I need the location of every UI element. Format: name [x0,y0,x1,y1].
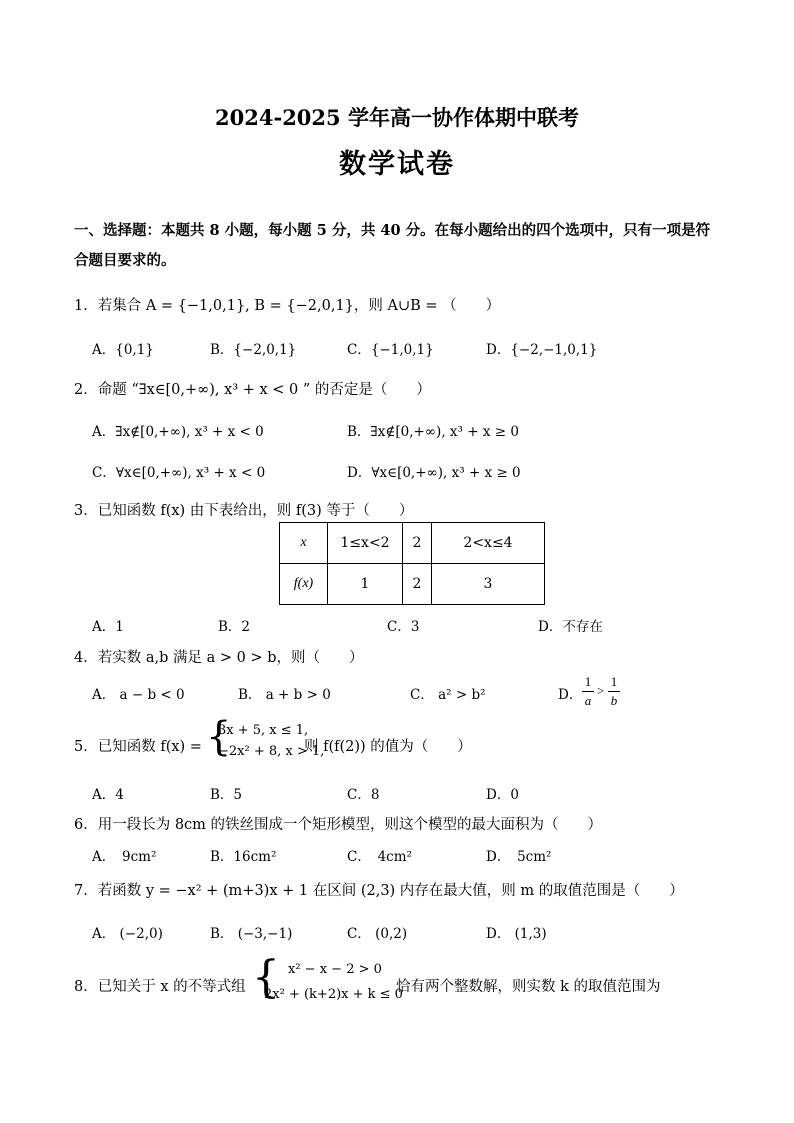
question-8-inequality-2: 2x² + (k+2)x + k ≤ 0 [264,987,403,1002]
question-7-stem: 7．若函数 y = −x² + (m+3)x + 1 在区间 (2,3) 内存在最大值，则 m 的取值范围是（ ） [74,883,684,899]
exam-title: 2024-2025 学年高一协作体期中联考 [215,105,579,130]
table-cell: 3 [432,564,545,605]
question-4-option-b: B． a + b > 0 [238,687,331,703]
question-1-option-d: D．{−2,−1,0,1} [486,342,598,358]
table-cell: x [280,523,328,564]
table-cell: 2 [403,564,432,605]
table-row [280,564,545,605]
question-1-option-c: C．{−1,0,1} [347,342,434,358]
question-5-case-2: −2x² + 8, x > 1, [218,744,325,759]
table-cell: 1≤x<2 [328,523,403,564]
question-5-option-d: D．0 [486,787,519,803]
question-7-option-c: C． (0,2) [347,926,408,942]
question-3-option-b: B．2 [218,619,251,635]
question-6-stem: 6．用一段长为 8cm 的铁丝围成一个矩形模型，则这个模型的最大面积为（ ） [74,817,603,833]
question-5-stem-suffix: 则 f(f(2)) 的值为（ ） [304,739,472,755]
question-8-inequality-1: x² − x − 2 > 0 [288,962,382,977]
question-6-option-d: D． 5cm² [486,849,552,865]
table-cell: 2<x≤4 [432,523,545,564]
question-6-option-a: A． 9cm² [92,849,157,865]
question-3-option-d: D．不存在 [538,619,603,635]
question-5-option-c: C．8 [347,787,380,803]
exam-subtitle: 数学试卷 [339,149,455,180]
question-5-case-1: 3x + 5, x ≤ 1, [218,723,309,738]
left-brace-icon: { [252,952,280,1003]
question-3-option-a: A．1 [92,619,124,635]
question-6-option-c: C． 4cm² [347,849,412,865]
question-5-stem-prefix: 5．已知函数 f(x) = [74,739,202,755]
question-7-option-d: D． (1,3) [486,926,547,942]
question-6-option-b: B．16cm² [210,849,277,865]
question-4-option-a: A． a − b < 0 [92,687,185,703]
function-table [279,522,545,605]
question-1-option-b: B．{−2,0,1} [210,342,297,358]
table-cell: f(x) [280,564,328,605]
table-cell: 1 [328,564,403,605]
question-7-option-b: B． (−3,−1) [210,926,293,942]
question-3-option-c: C．3 [387,619,420,635]
question-2-option-b: B．∃x∉[0,+∞), x³ + x ≥ 0 [347,424,519,440]
question-4-stem: 4．若实数 a,b 满足 a > 0 > b，则（ ） [74,650,364,666]
question-8-stem-prefix: 8．已知关于 x 的不等式组 [74,979,246,995]
question-2-stem: 2．命题 “∃x∈[0,+∞), x³ + x < 0 ” 的否定是（ ） [74,382,431,398]
question-8-stem-suffix: 恰有两个整数解，则实数 k 的取值范围为 [396,979,661,995]
question-5-option-b: B．5 [210,787,243,803]
left-brace-icon: { [206,714,232,760]
table-row [280,523,545,564]
exam-page: 2024-2025 学年高一协作体期中联考 数学试卷 一、选择题：本题共 8 小题，每小题 5 分，共 40 分。在每小题给出的四个选项中，只有一项是符合题目要求的。 1．若集合 A = {−1,0,1}, B = {−2,0,1}，则 A∪B = （ ） A．{0,1} B．{−2,0,1} C．{−1,0,1} D．{−2,−1,0,1} 2．命题 “∃x∈[0,+∞), x³ + x < 0 ” 的否定是（ ） A．∃x∉[0,+∞), x³ + x < 0 B．∃x∉[0,+∞), x³ + x ≥ 0 C．∀x∈[0,+∞), x³ + x < 0 D．∀x∈[0,+∞), x³ + x ≥ 0 3．已知函数 f(x) 由下表给出，则 f(3) 等于（ ） x 1≤x<2 2 2<x≤4 f(x) 1 2 3 A．1 B．2 C．3 D．不存在 4．若实数 a,b 满足 a > 0 > b，则（ ） A． a − b < 0 B． a + b > 0 C． a² > b² D． 1 a > 1 b 5．已知函数 f(x) = { 3x + 5, x ≤ 1, −2x² + 8, x > 1, 则 f(f(2)) 的值为（ ） A．4 B．5 C．8 D．0 6．用一段长为 8cm 的铁丝围成一个矩形模型，则这个模型的最大面积为（ ） A． 9cm² B．16cm² C． 4cm² D． 5cm² 7．若函数 y = −x² + (m+3)x + 1 在区间 (2,3) 内存在最大值，则 m 的取值范围是（ ） A． (−2,0) B． (−3,−1) C． (0,2) D． (1,3) 8．已知关于 x 的不等式组 { x² − x − 2 > 0 2x² + (k+2)x + k ≤ 0 恰有两个整数解，则实数 k 的取值范围为 [0,0,794,1123]
question-7-option-a: A． (−2,0) [92,926,163,942]
question-4-option-d: D． [558,687,583,703]
question-2-option-c: C．∀x∈[0,+∞), x³ + x < 0 [92,465,266,481]
question-4-option-c: C． a² > b² [410,687,486,703]
table-cell: 2 [403,523,432,564]
question-3-stem: 3．已知函数 f(x) 由下表给出，则 f(3) 等于（ ） [74,503,414,519]
question-2-option-d: D．∀x∈[0,+∞), x³ + x ≥ 0 [347,465,521,481]
question-5-option-a: A．4 [92,787,124,803]
question-1-option-a: A．{0,1} [92,342,154,358]
section-heading: 一、选择题：本题共 8 小题，每小题 5 分，共 40 分。在每小题给出的四个选项中，只有一项是符合题目要求的。 [74,222,711,269]
question-1-stem: 1．若集合 A = {−1,0,1}, B = {−2,0,1}，则 A∪B = （ ） [74,298,501,314]
question-2-option-a: A．∃x∉[0,+∞), x³ + x < 0 [92,424,264,440]
